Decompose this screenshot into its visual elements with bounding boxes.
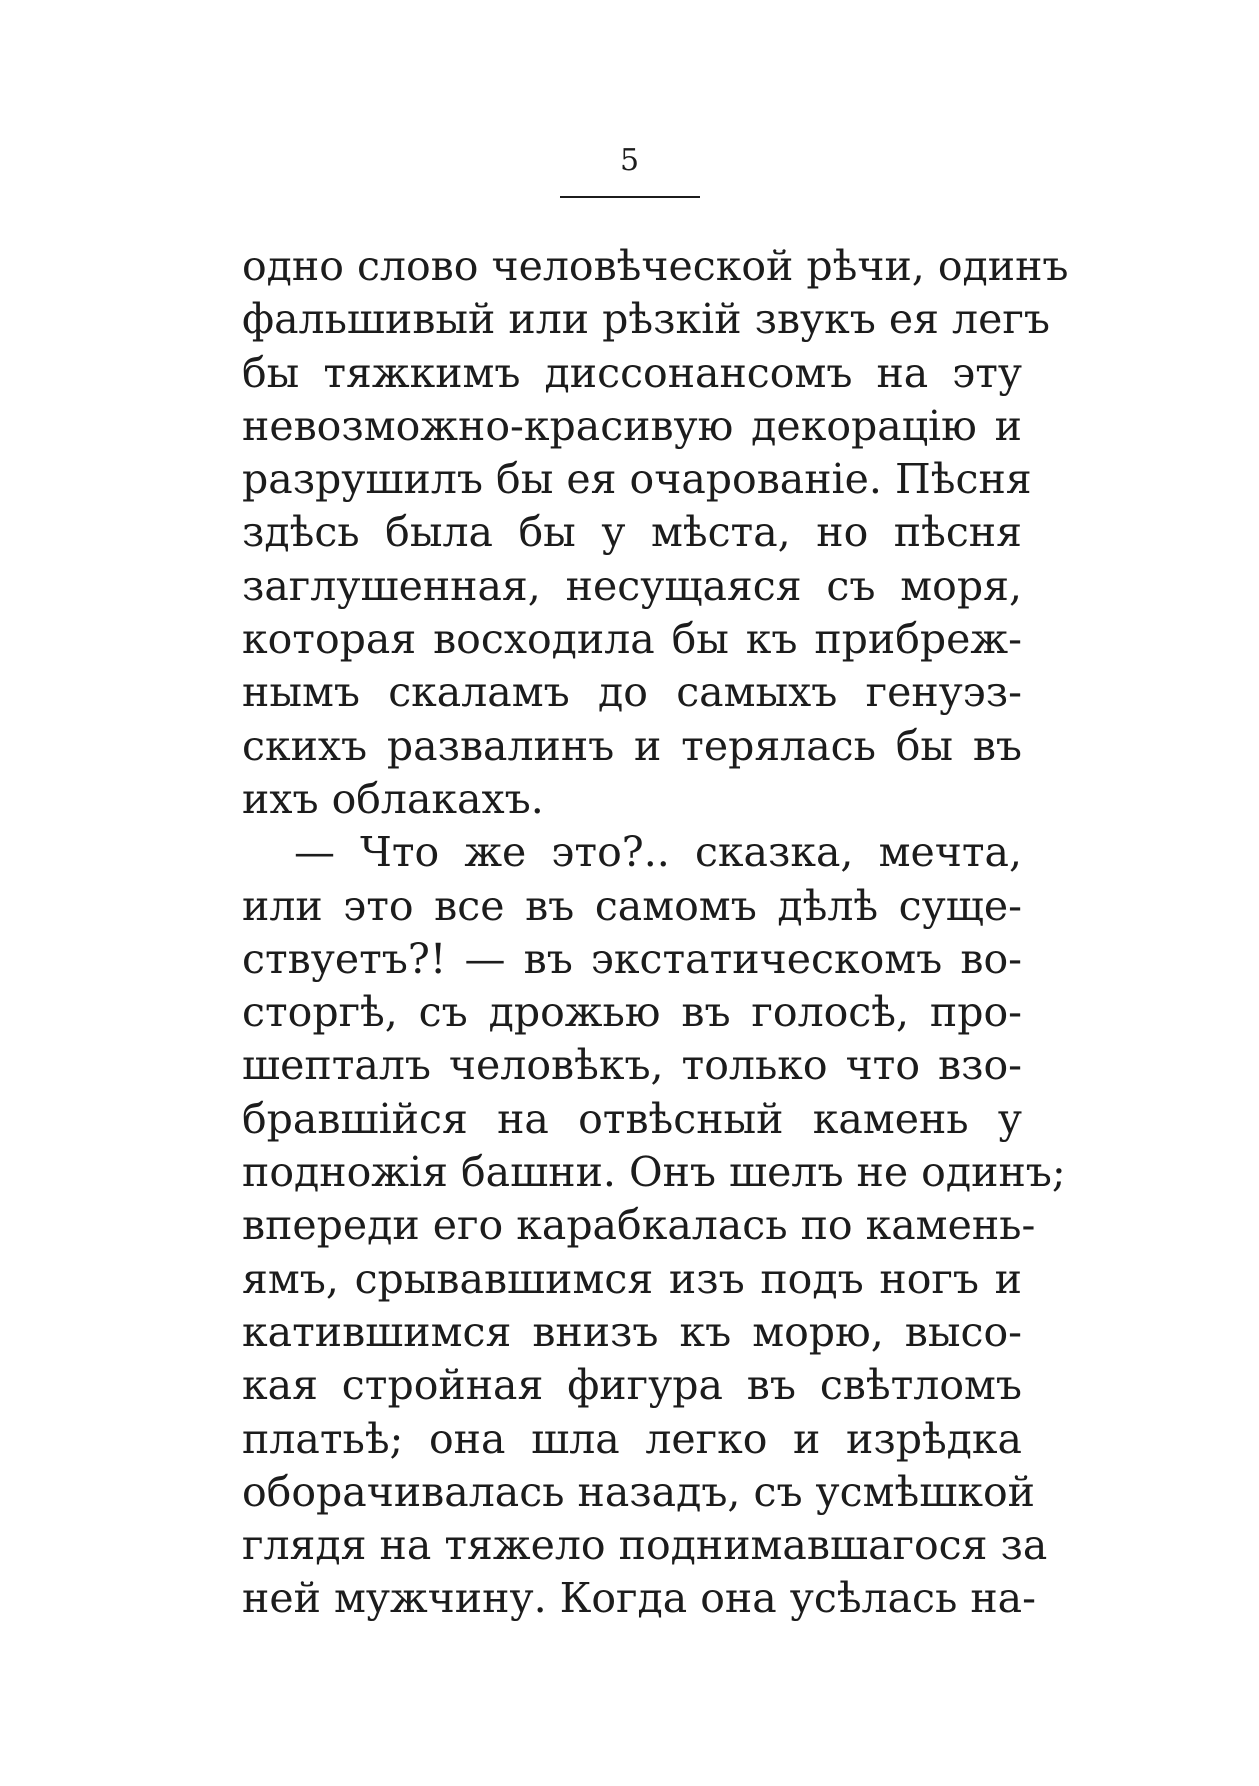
text-line: кая стройная фигура въ свѣтломъ <box>242 1361 1022 1410</box>
text-line: одно слово человѣческой рѣчи, одинъ <box>242 242 1069 290</box>
text-line: шепталъ человѣкъ, только что взо- <box>242 1041 1022 1090</box>
text-line: разрушилъ бы ея очарованіе. Пѣсня <box>242 455 1032 504</box>
text-line: ствуетъ?! — въ экстатическомъ во- <box>242 934 1022 983</box>
text-line: скихъ развалинъ и терялась бы въ <box>242 721 1022 770</box>
text-line: ней мужчину. Когда она усѣлась на- <box>242 1574 1036 1623</box>
body-text <box>242 240 1069 1626</box>
text-line: оборачивалась назадъ, съ усмѣшкой <box>242 1467 1036 1516</box>
text-line: которая восходила бы къ прибреж- <box>242 615 1022 664</box>
text-line: бравшійся на отвѣсный камень у <box>242 1094 1022 1143</box>
text-line: сторгѣ, съ дрожью въ голосѣ, про- <box>242 988 1022 1037</box>
text-line: ямъ, срывавшимся изъ подъ ногъ и <box>242 1254 1022 1303</box>
text-line: глядя на тяжело поднимавшагося за <box>242 1521 1048 1570</box>
text-line: здѣсь была бы у мѣста, но пѣсня <box>242 508 1022 557</box>
text-line: фальшивый или рѣзкій звукъ ея легъ <box>242 295 1050 344</box>
page-number: 5 <box>619 143 640 178</box>
paragraph-end-line: ихъ облакахъ. <box>242 774 544 823</box>
text-line: невозможно-красивую декорацію и <box>242 401 1022 450</box>
text-line: катившимся внизъ къ морю, высо- <box>242 1307 1022 1356</box>
text-line: подножія башни. Онъ шелъ не одинъ; <box>242 1148 1066 1197</box>
text-line: платьѣ; она шла легко и изрѣдка <box>242 1414 1022 1463</box>
text-line: впереди его карабкалась по камень- <box>242 1201 1036 1250</box>
text-line: заглушенная, несущаяся съ моря, <box>242 561 1022 610</box>
text-line: нымъ скаламъ до самыхъ генуэз- <box>242 668 1022 717</box>
text-line: или это все въ самомъ дѣлѣ суще- <box>242 881 1022 930</box>
paragraph-start-line: — Что же это?.. сказка, мечта, <box>294 828 1022 877</box>
text-line: бы тяжкимъ диссонансомъ на эту <box>242 348 1022 397</box>
header-rule <box>560 196 700 198</box>
